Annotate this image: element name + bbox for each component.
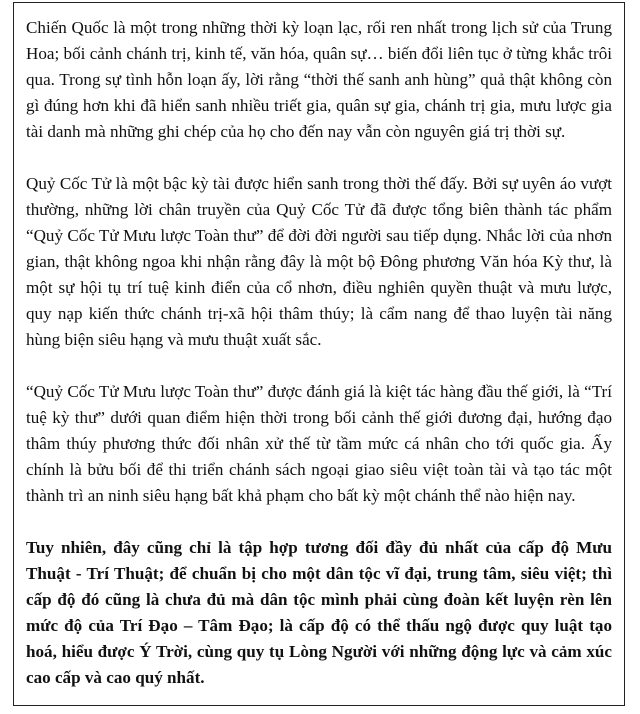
text-frame <box>13 2 625 706</box>
paragraph-4-bold: Tuy nhiên, đây cũng chỉ là tập hợp tương đối đầy đủ nhất của cấp độ Mưu Thuật - Trí Thuật; để chuẩn bị cho một dân tộc vĩ đại, trung tâm, siêu việt; thì cấp độ đó cũng là chưa đủ mà dân tộc mình phải cùng đoàn kết luyện rèn lên mức độ của Trí Đạo – Tâm Đạo; là cấp độ có thể thấu ngộ được quy luật tạo hoá, hiểu được Ý Trời, cùng quy tụ Lòng Người với những động lực và cảm xúc cao cấp và cao quý nhất. <box>26 538 612 687</box>
paragraph-2: Quỷ Cốc Tử là một bậc kỳ tài được hiển sanh trong thời thế đấy. Bởi sự uyên áo vượt thường, những lời chân truyền của Quỷ Cốc Tử đã được tổng biên thành tác phẩm “Quỷ Cốc Tử Mưu lược Toàn thư” để đời đời người sau tiếp dụng. Nhắc lời của nhơn gian, thật không ngoa khi nhận rằng đây là một bộ Đông phương Văn hóa Kỳ thư, là một sự hội tụ trí tuệ kinh điển của cổ nhơn, điều nghiên quyền thuật và mưu lược, quy nạp kiến thức chánh trị-xã hội thâm thúy; là cẩm nang để thao luyện tài năng hùng biện siêu hạng và mưu thuật xuất sắc. <box>26 174 612 349</box>
paragraph-3: “Quỷ Cốc Tử Mưu lược Toàn thư” được đánh giá là kiệt tác hàng đầu thế giới, là “Trí tuệ kỳ thư” dưới quan điểm hiện thời trong bối cảnh thế giới đương đại, hướng đạo thâm thúy phương thức đối nhân xử thế từ tầm mức cá nhân cho tới quốc gia. Ấy chính là bửu bối để thi triển chánh sách ngoại giao siêu việt toàn tài và tạo tác một thành trì an ninh siêu hạng bất khả phạm cho bất kỳ một chánh thể nào hiện nay. <box>26 382 612 505</box>
paragraph-1: Chiến Quốc là một trong những thời kỳ loạn lạc, rối ren nhất trong lịch sử của Trung Hoa; bối cảnh chánh trị, kinh tế, văn hóa, quân sự… biến đổi liên tục ở từng khắc trôi qua. Trong sự tình hỗn loạn ấy, lời rằng “thời thế sanh anh hùng” quả thật không còn gì đúng hơn khi đã hiển sanh nhiều triết gia, quân sự gia, chánh trị gia, mưu lược gia tài danh mà những ghi chép của họ cho đến nay vẫn còn nguyên giá trị thời sự. <box>26 18 612 141</box>
